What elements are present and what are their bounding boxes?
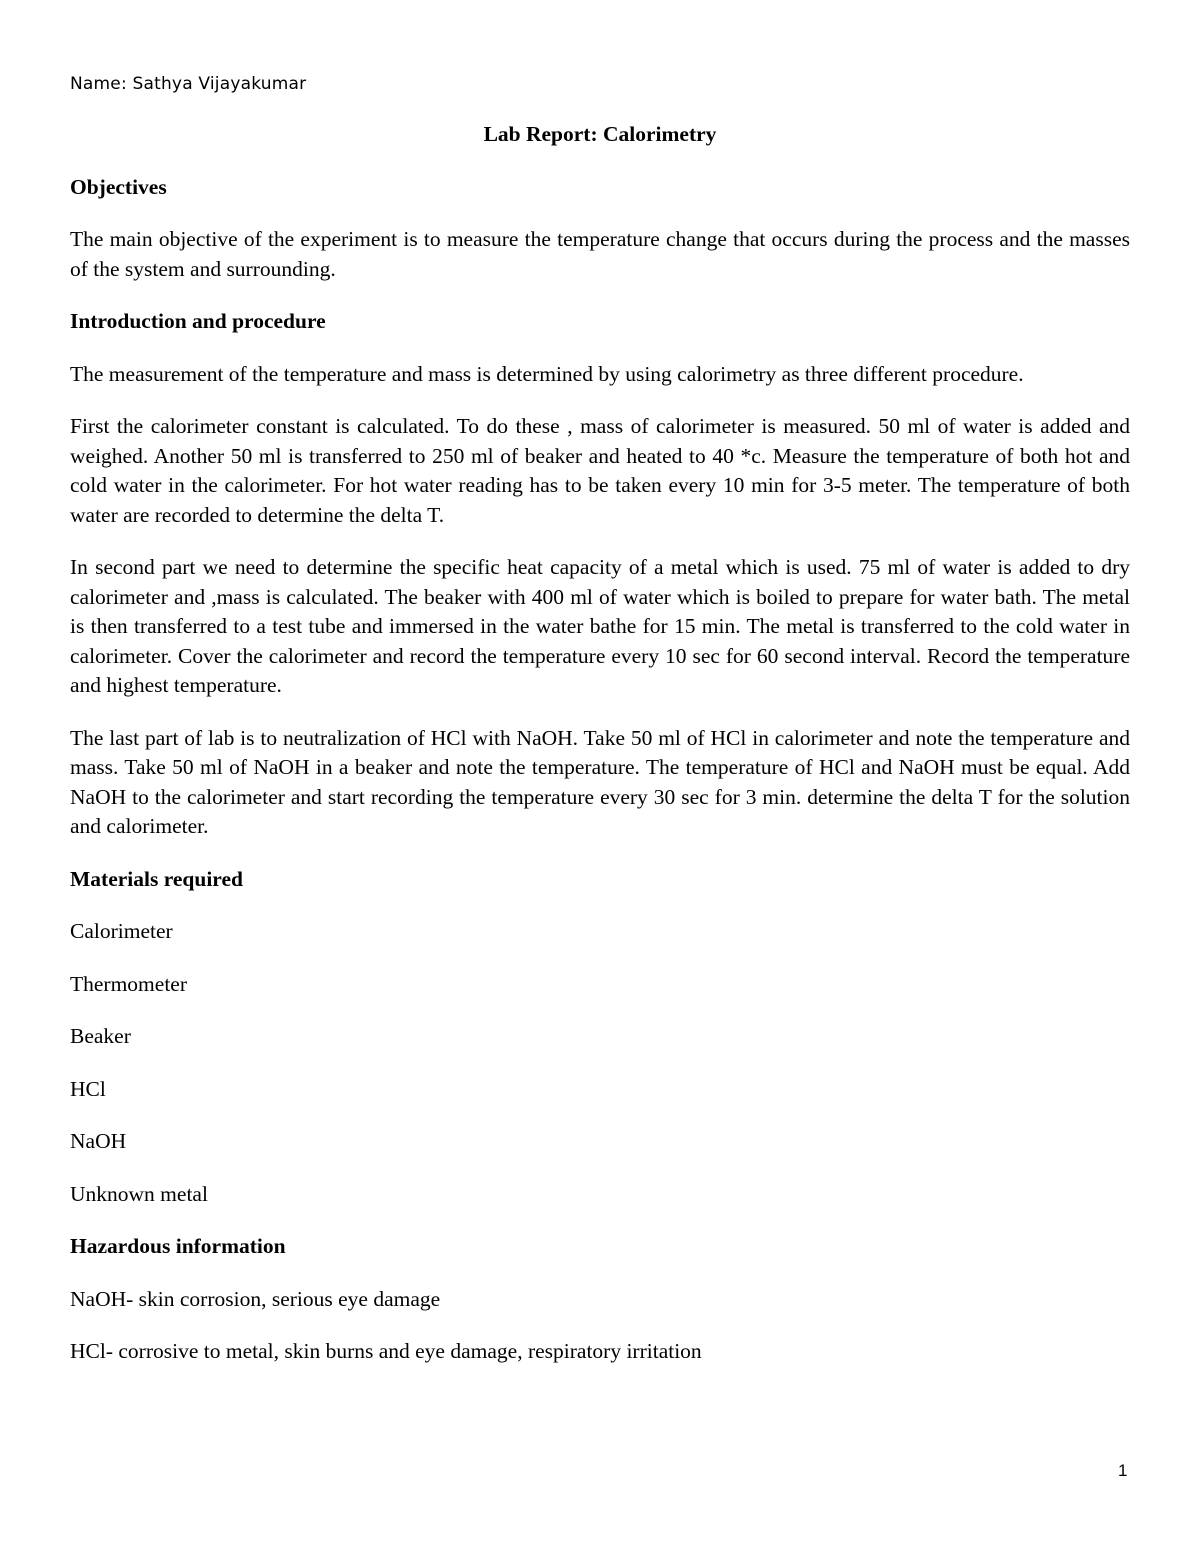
report-title: Lab Report: Calorimetry [483, 122, 717, 146]
materials-heading: Materials required [70, 866, 243, 891]
introduction-paragraph: The last part of lab is to neutralization of HCl with NaOH. Take 50 ml of HCl in calorimeter and note the temperature and mass. Take 50 ml of NaOH in a beaker and note the temperature. The temperature of HCl and NaOH must be equal. Add NaOH to the calorimeter and start recording the temperature every 30 sec for 3 min. determine the delta T for the solution and calorimeter. [70, 725, 1130, 838]
material-item: Unknown metal [70, 1181, 208, 1206]
hazard-item: NaOH- skin corrosion, serious eye damage [70, 1286, 441, 1311]
material-item: Calorimeter [70, 919, 173, 943]
introduction-paragraph: First the calorimeter constant is calculated. To do these , mass of calorimeter is measured. 50 ml of water is added and weighed. Another 50 ml is transferred to 250 ml of beaker and heated to 40 *c. Measure the temperature of both hot and cold water in the calorimeter. For hot water reading has to be taken every 10 min for 3-5 meter. The temperature of both water are recorded to determine the delta T. [70, 414, 1130, 527]
hazards-heading: Hazardous information [70, 1234, 286, 1258]
introduction-paragraph: The measurement of the temperature and mass is determined by using calorimetry as three different procedure. [70, 361, 1024, 386]
page-number: 1 [1118, 1461, 1128, 1480]
hazard-item: HCl- corrosive to metal, skin burns and eye damage, respiratory irritation [70, 1339, 702, 1363]
introduction-heading: Introduction and procedure [70, 309, 326, 333]
document-body [70, 120, 1130, 1390]
author-name: Name: Sathya Vijayakumar [70, 74, 307, 94]
material-item: HCl [70, 1076, 106, 1101]
material-item: NaOH [70, 1129, 127, 1153]
objectives-text: The main objective of the experiment is to measure the temperature change that occurs during the process and the masses of the system and surrounding. [70, 227, 1130, 281]
introduction-paragraph: In second part we need to determine the specific heat capacity of a metal which is used. 75 ml of water is added to dry calorimeter and ,mass is calculated. The beaker with 400 ml of water which is boiled to prepare for water bath. The metal is then transferred to a test tube and immersed in the water bathe for 15 min. The metal is transferred to the cold water in calorimeter. Cover the calorimeter and record the temperature every 10 sec for 60 second interval. Record the temperature and highest temperature. [70, 555, 1130, 697]
objectives-heading: Objectives [70, 174, 167, 199]
material-item: Thermometer [70, 971, 188, 996]
material-item: Beaker [70, 1024, 131, 1048]
